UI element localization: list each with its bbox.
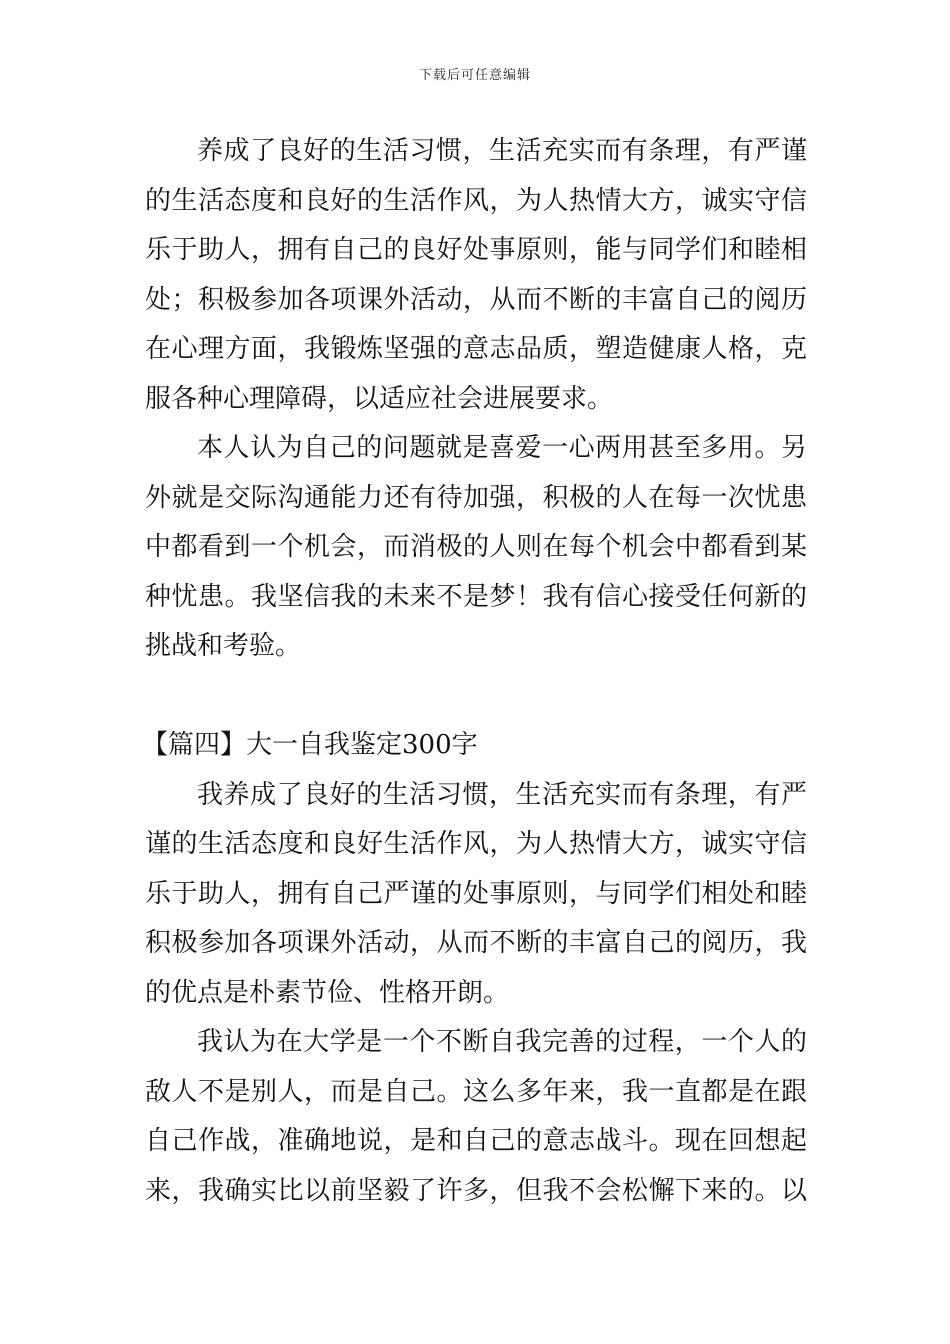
text-line: 乐于助人，拥有自己严谨的处事原则，与同学们相处和睦 (145, 878, 807, 909)
text-line: 自己作战，准确地说，是和自己的意志战斗。现在回想起 (145, 1126, 807, 1156)
text-line: 来，我确实比以前坚毅了许多，但我不会松懈下来的。以 (145, 1175, 807, 1206)
text-line: 本人认为自己的问题就是喜爱一心两用甚至多用。另 (197, 433, 807, 463)
text-line: 处；积极参加各项课外活动，从而不断的丰富自己的阅历 (145, 284, 807, 315)
text-line: 中都看到一个机会，而消极的人则在每个机会中都看到某 (145, 532, 807, 562)
document-body (142, 127, 807, 1216)
paragraph (145, 771, 807, 1019)
section-heading: 【篇四】大一自我鉴定300字 (142, 730, 478, 760)
text-line: 外就是交际沟通能力还有待加强，积极的人在每一次忧患 (145, 482, 807, 513)
paragraph (145, 127, 807, 424)
text-line: 我认为在大学是一个不断自我完善的过程，一个人的 (197, 1027, 807, 1057)
page-header: 下载后可任意编辑 (418, 68, 531, 83)
text-line: 服各种心理障碍，以适应社会进展要求。 (145, 383, 614, 414)
paragraph (145, 1018, 807, 1216)
text-line: 谨的生活态度和良好生活作风，为人热情大方，诚实守信 (145, 829, 807, 859)
text-line: 种忧患。我坚信我的未来不是梦！我有信心接受任何新的 (145, 581, 807, 612)
text-line: 在心理方面，我锻炼坚强的意志品质，塑造健康人格，克 (145, 334, 807, 364)
text-line: 敌人不是别人，而是自己。这么多年来，我一直都是在跟 (145, 1076, 807, 1107)
text-line: 乐于助人，拥有自己的良好处事原则，能与同学们和睦相 (145, 235, 807, 265)
text-line: 积极参加各项课外活动，从而不断的丰富自己的阅历，我 (145, 928, 807, 958)
blank-line (145, 672, 807, 722)
text-line: 的优点是朴素节俭、性格开朗。 (145, 977, 510, 1008)
text-line: 的生活态度和良好的生活作风，为人热情大方，诚实守信 (145, 185, 807, 216)
text-line: 我养成了良好的生活习惯，生活充实而有条理，有严 (197, 779, 807, 810)
paragraph (145, 424, 807, 672)
text-line: 养成了良好的生活习惯，生活充实而有条理，有严谨 (197, 136, 807, 166)
text-line: 挑战和考验。 (145, 631, 302, 661)
